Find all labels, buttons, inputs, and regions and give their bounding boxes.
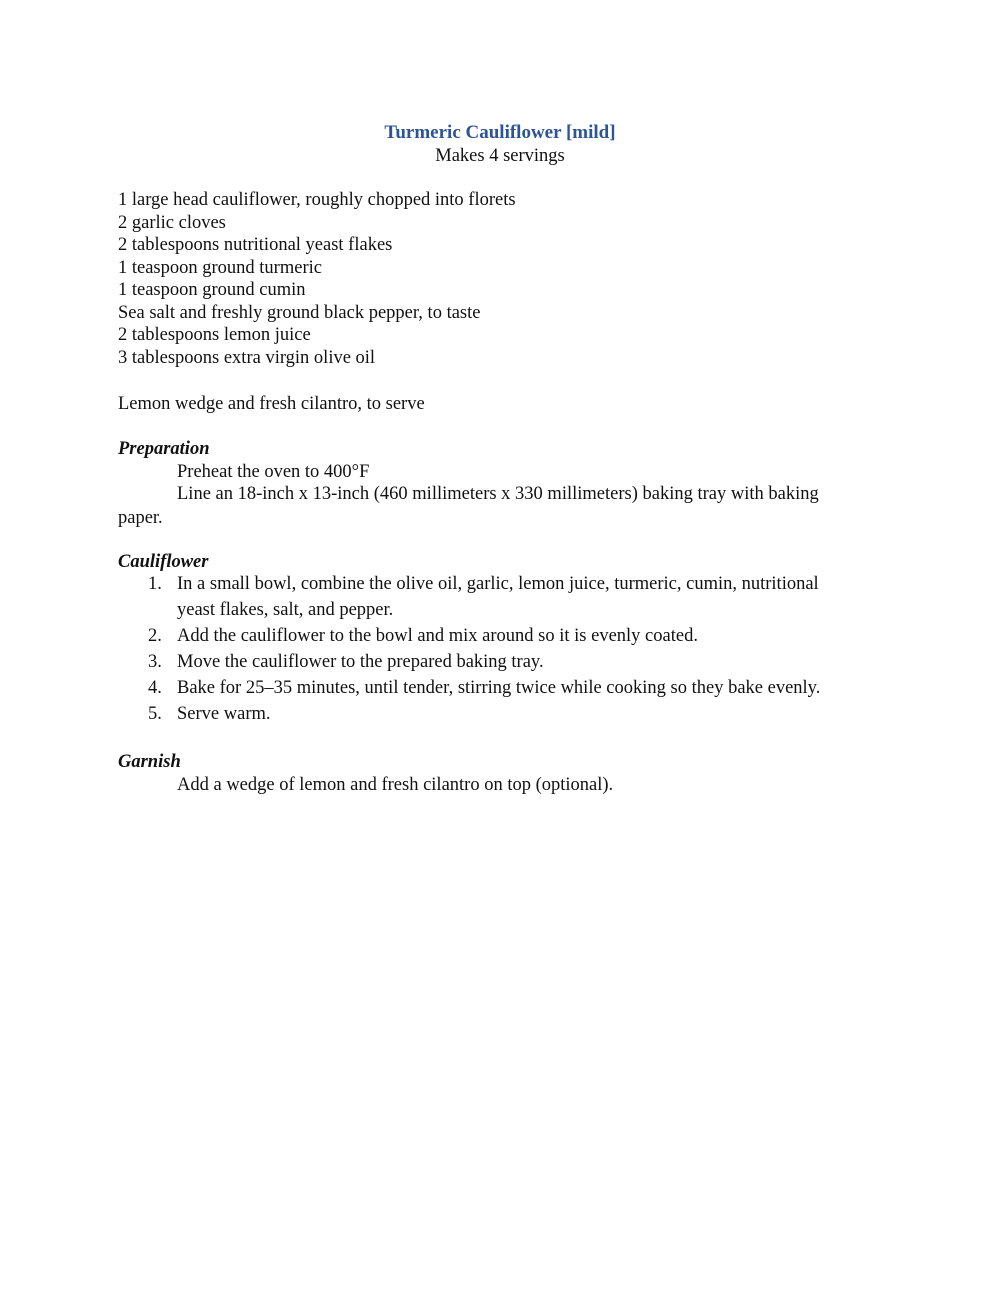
step-item: [118, 624, 878, 650]
preparation-line: paper.: [118, 508, 163, 528]
step-number: 5.: [148, 703, 162, 724]
ingredient-item: 2 tablespoons nutritional yeast flakes: [118, 235, 393, 255]
preparation-line: [118, 460, 868, 484]
serve-with-line: Lemon wedge and fresh cilantro, to serve: [118, 394, 425, 414]
step-item: [118, 702, 878, 728]
preparation-line-text: Line an 18-inch x 13-inch (460 millimeters x 330 millimeters) baking tray with baking: [177, 484, 819, 504]
step-number: 1.: [148, 574, 162, 594]
garnish-text: Add a wedge of lemon and fresh cilantro on top (optional).: [177, 775, 614, 795]
recipe-title: Turmeric Cauliflower [mild]: [384, 122, 616, 143]
step-item: [118, 572, 878, 623]
step-text: Add the cauliflower to the bowl and mix around so it is evenly coated.: [177, 625, 698, 646]
ingredient-item: 2 tablespoons lemon juice: [118, 325, 311, 345]
step-item: [118, 650, 878, 676]
ingredient-item: 2 garlic cloves: [118, 212, 226, 233]
ingredient-item: 3 tablespoons extra virgin olive oil: [118, 347, 376, 368]
ingredient-item: 1 teaspoon ground cumin: [118, 280, 306, 300]
ingredient-list: [118, 189, 516, 369]
ingredient-item: 1 teaspoon ground turmeric: [118, 257, 322, 278]
cauliflower-heading: Cauliflower: [118, 552, 209, 572]
cauliflower-steps: [118, 572, 878, 728]
step-item: [118, 676, 878, 702]
preparation-heading: Preparation: [118, 439, 210, 459]
step-text: Bake for 25–35 minutes, until tender, stirring twice while cooking so they bake evenly.: [177, 677, 821, 698]
step-number: 3.: [148, 651, 162, 672]
step-text: In a small bowl, combine the olive oil, garlic, lemon juice, turmeric, cumin, nutritional: [177, 574, 819, 594]
step-text: yeast flakes, salt, and pepper.: [177, 599, 394, 620]
preparation-line-text: Preheat the oven to 400°F: [177, 462, 370, 482]
preparation-line: [118, 482, 868, 506]
step-number: 2.: [148, 625, 162, 646]
garnish-heading: Garnish: [118, 752, 181, 772]
ingredient-item: Sea salt and freshly ground black pepper, to taste: [118, 302, 481, 323]
step-number: 4.: [148, 677, 162, 698]
ingredient-item: 1 large head cauliflower, roughly chopped into florets: [118, 190, 516, 210]
step-text: Move the cauliflower to the prepared baking tray.: [177, 651, 544, 672]
recipe-servings: Makes 4 servings: [435, 146, 565, 166]
step-text: Serve warm.: [177, 703, 271, 724]
